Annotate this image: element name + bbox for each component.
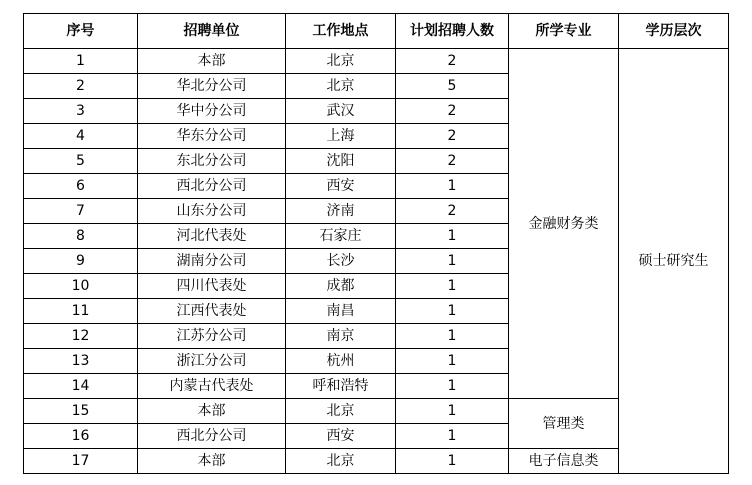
cell-unit: 浙江分公司	[138, 349, 286, 374]
cell-count: 5	[396, 74, 509, 99]
cell-count: 1	[396, 449, 509, 474]
cell-seq: 5	[24, 149, 138, 174]
cell-seq: 12	[24, 324, 138, 349]
table-row	[24, 49, 729, 74]
cell-unit: 华中分公司	[138, 99, 286, 124]
cell-count: 1	[396, 174, 509, 199]
cell-unit: 东北分公司	[138, 149, 286, 174]
cell-location: 武汉	[286, 99, 396, 124]
cell-count: 1	[396, 224, 509, 249]
cell-seq: 2	[24, 74, 138, 99]
cell-unit: 湖南分公司	[138, 249, 286, 274]
cell-seq: 14	[24, 374, 138, 399]
cell-seq: 10	[24, 274, 138, 299]
cell-location: 石家庄	[286, 224, 396, 249]
cell-location: 西安	[286, 174, 396, 199]
cell-unit: 江西代表处	[138, 299, 286, 324]
cell-unit: 山东分公司	[138, 199, 286, 224]
cell-location: 呼和浩特	[286, 374, 396, 399]
cell-education: 硕士研究生	[619, 49, 729, 474]
cell-location: 北京	[286, 49, 396, 74]
cell-seq: 17	[24, 449, 138, 474]
cell-count: 1	[396, 324, 509, 349]
header-cell-1: 招聘单位	[138, 14, 286, 49]
cell-location: 北京	[286, 399, 396, 424]
cell-unit: 西北分公司	[138, 424, 286, 449]
cell-seq: 7	[24, 199, 138, 224]
header-cell-3: 计划招聘人数	[396, 14, 509, 49]
cell-unit: 江苏分公司	[138, 324, 286, 349]
cell-seq: 4	[24, 124, 138, 149]
cell-unit: 本部	[138, 49, 286, 74]
header-row	[24, 14, 729, 49]
cell-count: 1	[396, 349, 509, 374]
cell-location: 杭州	[286, 349, 396, 374]
cell-unit: 华东分公司	[138, 124, 286, 149]
header-cell-4: 所学专业	[509, 14, 619, 49]
cell-count: 2	[396, 99, 509, 124]
cell-unit: 本部	[138, 399, 286, 424]
cell-seq: 6	[24, 174, 138, 199]
header-cell-5: 学历层次	[619, 14, 729, 49]
cell-count: 2	[396, 49, 509, 74]
recruitment-table	[23, 13, 729, 474]
cell-unit: 四川代表处	[138, 274, 286, 299]
cell-seq: 3	[24, 99, 138, 124]
cell-location: 长沙	[286, 249, 396, 274]
cell-location: 济南	[286, 199, 396, 224]
cell-seq: 13	[24, 349, 138, 374]
header-cell-2: 工作地点	[286, 14, 396, 49]
cell-major: 管理类	[509, 399, 619, 449]
cell-count: 2	[396, 149, 509, 174]
cell-major: 金融财务类	[509, 49, 619, 399]
cell-location: 西安	[286, 424, 396, 449]
cell-location: 北京	[286, 74, 396, 99]
cell-unit: 河北代表处	[138, 224, 286, 249]
cell-location: 南京	[286, 324, 396, 349]
cell-count: 1	[396, 374, 509, 399]
cell-unit: 内蒙古代表处	[138, 374, 286, 399]
cell-count: 1	[396, 399, 509, 424]
cell-unit: 本部	[138, 449, 286, 474]
cell-seq: 15	[24, 399, 138, 424]
cell-seq: 11	[24, 299, 138, 324]
cell-seq: 16	[24, 424, 138, 449]
cell-location: 北京	[286, 449, 396, 474]
cell-count: 1	[396, 249, 509, 274]
cell-count: 1	[396, 424, 509, 449]
cell-unit: 华北分公司	[138, 74, 286, 99]
cell-count: 1	[396, 274, 509, 299]
cell-unit: 西北分公司	[138, 174, 286, 199]
cell-seq: 9	[24, 249, 138, 274]
cell-count: 2	[396, 199, 509, 224]
cell-major: 电子信息类	[509, 449, 619, 474]
cell-location: 沈阳	[286, 149, 396, 174]
cell-seq: 8	[24, 224, 138, 249]
cell-location: 上海	[286, 124, 396, 149]
cell-seq: 1	[24, 49, 138, 74]
header-cell-0: 序号	[24, 14, 138, 49]
cell-location: 南昌	[286, 299, 396, 324]
cell-location: 成都	[286, 274, 396, 299]
cell-count: 1	[396, 299, 509, 324]
cell-count: 2	[396, 124, 509, 149]
